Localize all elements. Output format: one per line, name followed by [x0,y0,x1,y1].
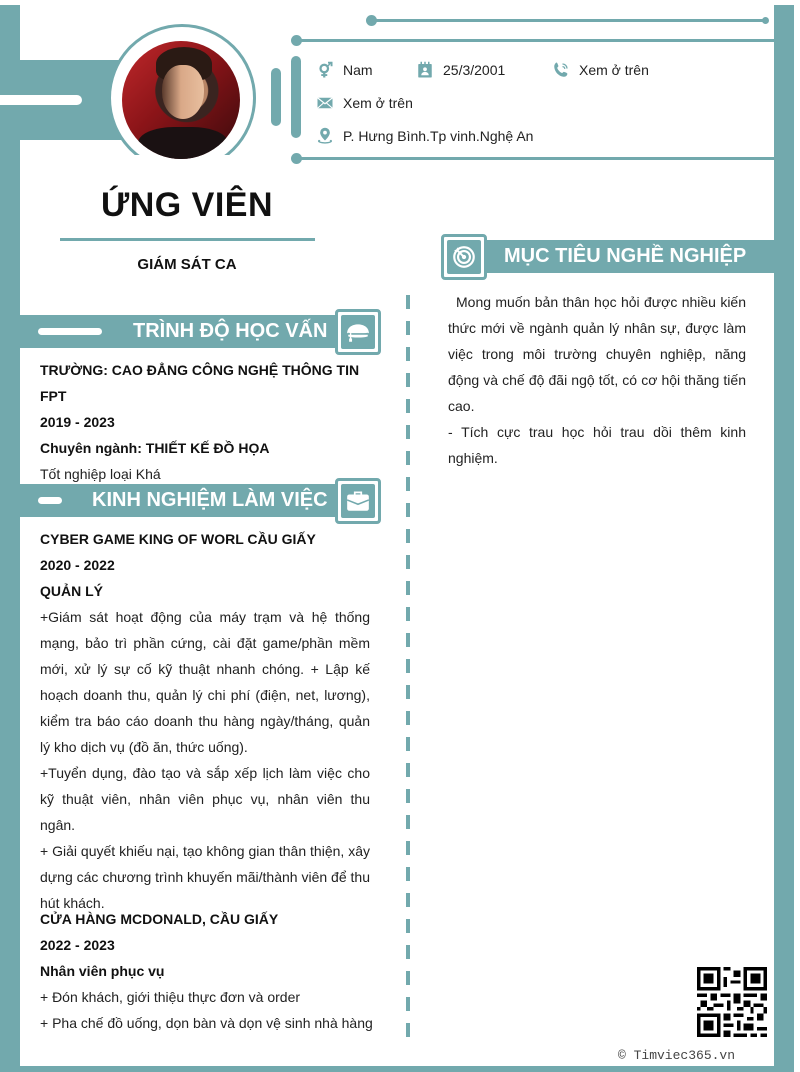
target-icon [451,244,477,270]
column-divider [406,295,410,1045]
job-detail: + Đón khách, giới thiệu thực đơn và order [40,989,301,1005]
frame-left-border [0,5,20,1072]
decor-dot [291,153,302,164]
header-stripe [38,328,102,335]
candidate-name: ỨNG VIÊN [100,186,273,224]
education-major: Chuyên ngành: THIẾT KẾ ĐỒ HỌA [40,440,270,456]
decor-line [296,39,776,42]
job-detail: +Tuyển dụng, đào tạo và sắp xếp lịch làm việc cho kỹ thuật viên, nhân viên phục vụ, nhân viên thu ngân. [40,765,370,833]
job-period: 2020 - 2022 [40,557,115,573]
experience-title: KINH NGHIỆM LÀM VIỆC [92,489,328,511]
mail-icon [316,94,334,112]
candidate-role: GIÁM SÁT CA [137,256,237,273]
education-content [40,357,375,487]
name-divider [60,238,315,241]
objective-title: MỤC TIÊU NGHỀ NGHIỆP [504,245,747,267]
decor-dot [291,35,302,46]
frame-right-border [774,5,794,1072]
job-detail: +Giám sát hoạt động của máy trạm và hệ thống mạng, bảo trì phần cứng, cài đặt game/phần mềm mới, xử lý sự cố kỹ thuật nhanh chóng. + Lập kế hoạch doanh thu, quản lý chi phí (điện, net, lương), kiểm tra báo cáo doanh thu hàng ngày/tháng, quản lý kho dịch vụ (đồ ăn, thức uống). [40,609,370,755]
decor-dot [762,17,769,24]
header-stripe [0,95,82,105]
objective-paragraph: - Tích cực trau học hỏi trau dồi thêm kinh nghiệm. [448,424,746,466]
contact-phone [552,61,649,79]
decor-pill [291,56,301,138]
job-company: CỬA HÀNG MCDONALD, CẦU GIẤY [40,911,279,927]
job-detail: + Giải quyết khiếu nại, tạo không gian thân thiện, xây dựng các chương trình khuyến mãi/thành viên để thu hút khách. [40,843,370,911]
objective-paragraph: Mong muốn bản thân học hỏi được nhiều kiến thức mới về ngành quản lý nhân sự, được làm việc trong môi trường chuyên nghiệp, năng động và chế độ đãi ngộ tốt, có cơ hội thăng tiến cao. [448,294,746,414]
address-value: P. Hưng Bình.Tp vinh.Nghệ An [343,128,534,144]
location-icon [316,127,334,145]
job-detail: + Pha chế đồ uống, dọn bàn và dọn vệ sinh nhà hàng [40,1015,373,1031]
decor-line [372,19,766,22]
education-header [20,315,340,348]
frame-bottom-border [0,1066,794,1072]
job-position: Nhân viên phục vụ [40,963,165,979]
contact-gender [316,61,373,79]
avatar [122,41,240,159]
gender-icon [316,61,334,79]
decor-pill [271,68,281,126]
gender-value: Nam [343,62,373,78]
decor-line [296,157,776,160]
experience-job-1 [40,526,370,916]
qr-code-icon [697,967,767,1037]
graduation-cap-icon [345,319,371,345]
briefcase-icon [345,488,371,514]
experience-header [20,484,340,517]
objective-icon-box [441,234,487,280]
education-period: 2019 - 2023 [40,414,115,430]
decor-dot [366,15,377,26]
calendar-icon [416,61,434,79]
experience-job-2 [40,906,380,1036]
birthday-value: 25/3/2001 [443,62,506,78]
experience-icon-box [335,478,381,524]
copyright: © Timviec365.vn [618,1048,736,1063]
job-position: QUẢN LÝ [40,583,103,599]
education-icon-box [335,309,381,355]
education-title: TRÌNH ĐỘ HỌC VẤN [133,320,328,342]
header-stripe [38,497,62,504]
job-period: 2022 - 2023 [40,937,115,953]
education-grade: Tốt nghiệp loại Khá [40,466,161,482]
email-value: Xem ở trên [343,95,413,111]
contact-address [316,127,533,145]
education-school: TRƯỜNG: CAO ĐẲNG CÔNG NGHỆ THÔNG TIN FPT [40,362,360,404]
phone-icon [552,61,570,79]
phone-value: Xem ở trên [579,62,649,78]
contact-email [316,94,413,112]
contact-birthday [416,61,505,79]
objective-header [470,240,776,273]
job-company: CYBER GAME KING OF WORL CẦU GIẤY [40,531,316,547]
objective-content [448,289,746,471]
